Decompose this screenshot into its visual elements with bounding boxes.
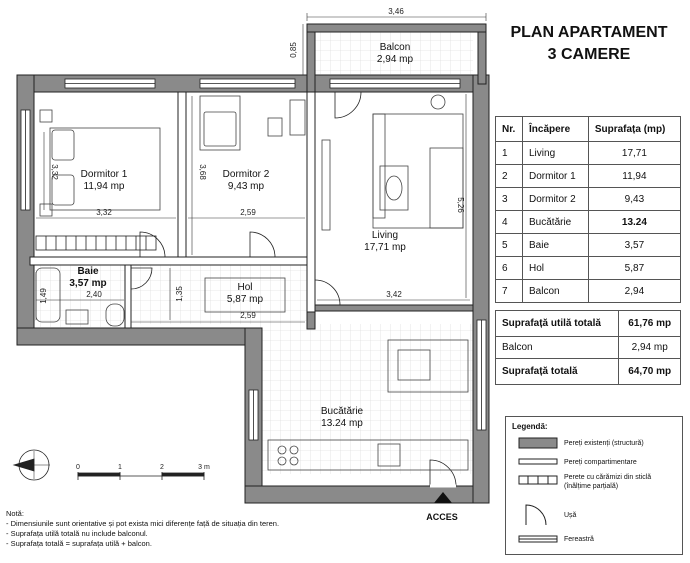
row-name: Balcon (523, 280, 589, 303)
row-name: Hol (523, 257, 589, 280)
dim-living-width: 3,42 (386, 290, 402, 299)
plan-title (492, 22, 686, 66)
table-row (496, 234, 681, 257)
scale-bar (78, 472, 204, 480)
table-row (496, 211, 681, 234)
balcony-value: 2,94 mp (619, 337, 681, 359)
row-area: 17,71 (588, 142, 680, 165)
scale-tick-1: 1 (118, 464, 122, 471)
row-area: 3,57 (588, 234, 680, 257)
legend-label: Fereastră (564, 536, 594, 543)
bucatarie-area: 13.24 mp (321, 418, 363, 429)
balcon-area: 2,94 mp (376, 54, 414, 65)
living-area: 17,71 mp (364, 242, 406, 253)
legend-item (518, 473, 678, 493)
rooms-table (495, 116, 681, 303)
useful-label: Suprafață utilă totală (496, 311, 619, 337)
row-nr: 3 (496, 188, 523, 211)
structural-wall-icon (518, 437, 558, 449)
legend-label: Perete cu cărămizi din sticlă (înălțime parțială) (564, 474, 652, 490)
table-row (496, 188, 681, 211)
header-area: Suprafața (mp) (588, 117, 680, 142)
header-room: Încăpere (523, 117, 589, 142)
row-area: 2,94 (588, 280, 680, 303)
row-area: 5,87 (588, 257, 680, 280)
hol-area: 5,87 mp (226, 294, 264, 305)
legend-item (518, 534, 678, 546)
window-icon (518, 534, 558, 544)
row-nr: 5 (496, 234, 523, 257)
note-line: - Suprafața totală = suprafața utilă + balcon. (6, 539, 152, 548)
table-row (496, 165, 681, 188)
useful-value: 61,76 mp (619, 311, 681, 337)
table-row (496, 280, 681, 303)
dim-dorm1-height: 3,32 (50, 164, 59, 180)
row-name: Baie (523, 234, 589, 257)
dim-top-width: 3,46 (388, 7, 404, 16)
dim-living-height: 5,26 (456, 197, 465, 213)
total-label: Suprafață totală (496, 359, 619, 385)
table-row (496, 337, 681, 359)
header-nr: Nr. (496, 117, 523, 142)
dorm2-name: Dormitor 2 (222, 169, 270, 180)
glass-block-icon (518, 473, 558, 485)
row-name: Living (523, 142, 589, 165)
legend-item (518, 457, 678, 469)
dorm2-area: 9,43 mp (227, 181, 265, 192)
plan-title-line1: PLAN APARTAMENT (510, 24, 668, 41)
legend-label: Pereți compartimentare (564, 459, 637, 466)
scale-tick-2: 2 (160, 464, 164, 471)
notes (6, 509, 426, 549)
legend-title: Legendă: (512, 422, 548, 431)
scale-tick-0: 0 (76, 464, 80, 471)
dim-dorm1-width: 3,32 (96, 208, 112, 217)
plan-title-line2: 3 CAMERE (547, 46, 631, 63)
access-label: ACCES (426, 512, 458, 522)
row-area: 11,94 (588, 165, 680, 188)
dim-dorm2-height: 3,68 (198, 164, 207, 180)
legend-item (518, 501, 678, 527)
dim-balcony-depth: 0,85 (289, 42, 298, 58)
compass-icon (14, 450, 50, 480)
row-nr: 4 (496, 211, 523, 234)
balcony-label: Balcon (496, 337, 619, 359)
notes-title: Notă: (6, 509, 24, 518)
legend-label: Pereți existenți (structură) (564, 440, 644, 447)
dim-baie-height: 1,49 (39, 288, 48, 304)
table-row (496, 311, 681, 337)
row-nr: 6 (496, 257, 523, 280)
partition-wall-icon (518, 457, 558, 467)
living-name: Living (371, 230, 399, 241)
glass-block-wall (36, 236, 156, 250)
legend-label: Ușă (564, 512, 577, 519)
door-icon (518, 501, 558, 527)
dim-baie-width: 2,40 (86, 290, 102, 299)
dorm1-area: 11,94 mp (83, 181, 125, 192)
baie-area: 3,57 mp (69, 278, 107, 289)
row-name: Bucătărie (523, 211, 589, 234)
dim-hol-height: 1,35 (175, 286, 184, 302)
scale-tick-3: 3 m (198, 464, 210, 471)
table-row (496, 257, 681, 280)
table-row (496, 359, 681, 385)
hol-name: Hol (237, 282, 253, 293)
row-area: 13.24 (588, 211, 680, 234)
dorm1-name: Dormitor 1 (80, 169, 128, 180)
row-nr: 2 (496, 165, 523, 188)
note-line: - Dimensiunile sunt orientative și pot exista mici diferențe față de situația din teren. (6, 519, 280, 528)
row-name: Dormitor 1 (523, 165, 589, 188)
baie-name: Baie (77, 266, 99, 277)
legend (505, 416, 683, 555)
note-line: - Suprafața utilă totală nu include balconul. (6, 529, 148, 538)
dim-hol-width: 2,59 (240, 311, 256, 320)
row-area: 9,43 (588, 188, 680, 211)
balcon-name: Balcon (379, 42, 411, 53)
table-row (496, 142, 681, 165)
row-nr: 7 (496, 280, 523, 303)
legend-item (518, 437, 678, 451)
bucatarie-name: Bucătărie (320, 406, 364, 417)
row-name: Dormitor 2 (523, 188, 589, 211)
rooms-table-header (496, 117, 681, 142)
total-value: 64,70 mp (619, 359, 681, 385)
row-nr: 1 (496, 142, 523, 165)
totals-table (495, 310, 681, 385)
dim-dorm2-width: 2,59 (240, 208, 256, 217)
